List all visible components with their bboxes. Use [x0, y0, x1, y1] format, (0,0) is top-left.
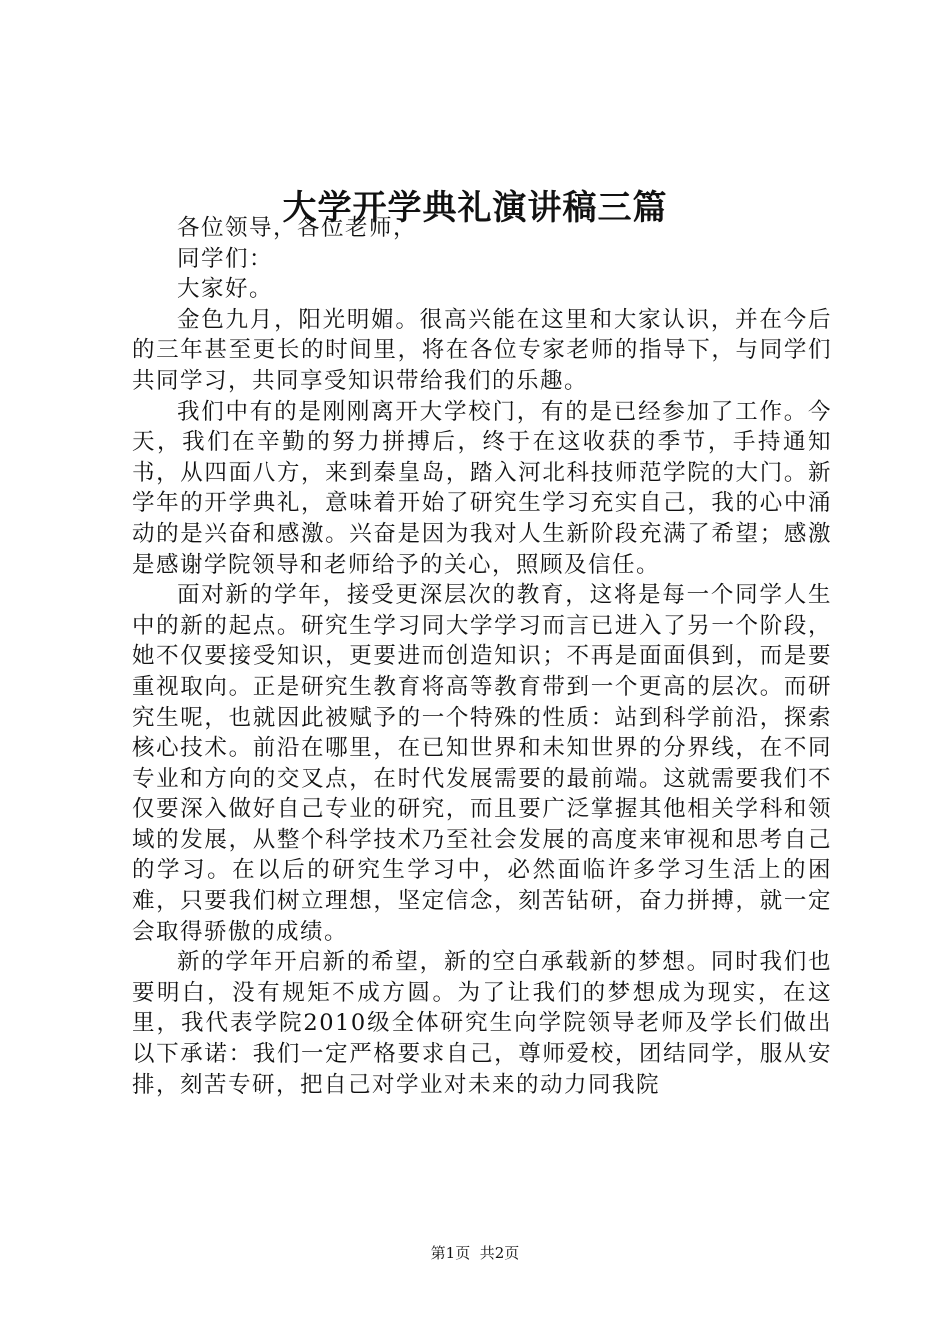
paragraph: 金色九月，阳光明媚。很高兴能在这里和大家认识，并在今后的三年甚至更长的时间里，将在各位专家老师的指导下，与同学们共同学习，共同享受知识带给我们的乐趣。 [132, 306, 832, 394]
paragraph: 我们中有的是刚刚离开大学校门，有的是已经参加了工作。今天，我们在辛勤的努力拼搏后，终于在这收获的季节，手持通知书，从四面八方，来到秦皇岛，踏入河北科技师范学院的大门。新学年的开学典礼，意味着开始了研究生学习充实自己，我的心中涌动的是兴奋和感激。兴奋是因为我对人生新阶段充满了希望；感激是感谢学院领导和老师给予的关心，照顾及信任。 [132, 398, 832, 578]
page-number: 第1页 [430, 1244, 471, 1262]
document-title: 大学开学典礼演讲稿三篇 [282, 188, 668, 228]
page-total: 共2页 [479, 1244, 520, 1262]
salutation-students: 同学们： [177, 245, 274, 272]
page-footer [0, 1243, 950, 1263]
paragraph: 面对新的学年，接受更深层次的教育，这将是每一个同学人生中的新的起点。研究生学习同大学学习而言已进入了另一个阶段，她不仅要接受知识，更要进而创造知识；不再是面面俱到，而是要重视取向。正是研究生教育将高等教育带到一个更高的层次。而研究生呢，也就因此被赋予的一个特殊的性质：站到科学前沿，探索核心技术。前沿在哪里，在已知世界和未知世界的分界线，在不同专业和方向的交叉点，在时代发展需要的最前端。这就需要我们不仅要深入做好自己专业的研究，而且要广泛掌握其他相关学科和领域的发展，从整个科学技术乃至社会发展的高度来审视和思考自己的学习。在以后的研究生学习中，必然面临许多学习生活上的困难，只要我们树立理想，坚定信念，刻苦钻研，奋力拼搏，就一定会取得骄傲的成绩。 [132, 582, 832, 945]
greeting: 大家好。 [177, 276, 274, 303]
document-body [132, 213, 832, 1100]
salutation-leaders: 各位领导，各位老师， [177, 215, 418, 241]
paragraph: 新的学年开启新的希望，新的空白承载新的梦想。同时我们也要明白，没有规矩不成方圆。为了让我们的梦想成为现实，在这里，我代表学院2010级全体研究生向学院领导老师及学长们做出以下承诺：我们一定严格要求自己，尊师爱校，团结同学，服从安排，刻苦专研，把自己对学业对未来的动力同我院 [132, 949, 832, 1098]
